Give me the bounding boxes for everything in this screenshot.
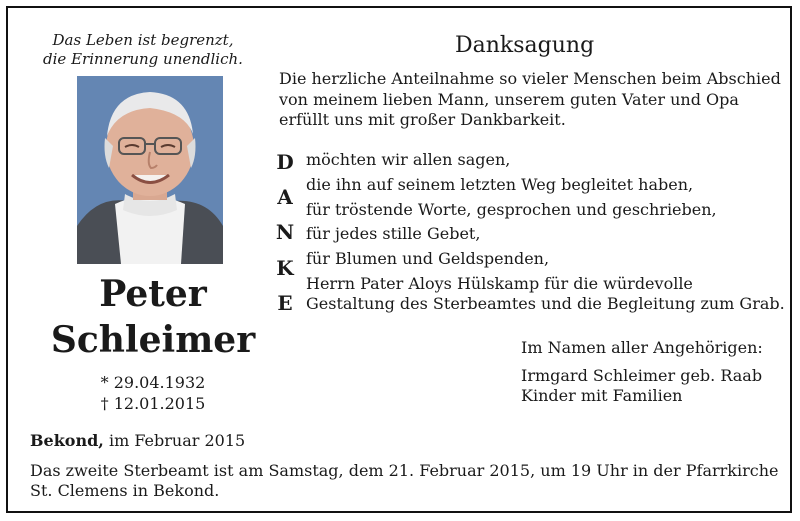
- portrait-illustration: [77, 76, 223, 264]
- signature-line-2: Kinder mit Familien: [521, 386, 683, 405]
- danke-letter-n: N: [275, 220, 295, 244]
- danke-line-3: für tröstende Worte, gesprochen und geschrieben,: [306, 200, 717, 219]
- danke-line-6: Herrn Pater Aloys Hülskamp für die würdevolle: [306, 274, 693, 293]
- intro-line-1: Die herzliche Anteilnahme so vieler Menschen beim Abschied: [279, 69, 781, 88]
- deceased-first-name: Peter: [99, 273, 207, 315]
- heading: Danksagung: [455, 33, 595, 58]
- date-text: im Februar 2015: [108, 431, 246, 450]
- danke-line-2: die ihn auf seinem letzten Weg begleitet haben,: [306, 175, 694, 194]
- danke-letter-k: K: [276, 256, 294, 280]
- motto-line-2: die Erinnerung unendlich.: [43, 50, 243, 68]
- danke-letter-d: D: [276, 150, 294, 174]
- intro-line-3: erfüllt uns mit großer Dankbarkeit.: [279, 110, 566, 129]
- danke-line-1: möchten wir allen sagen,: [306, 150, 511, 169]
- notice-line-2: St. Clemens in Bekond.: [30, 481, 220, 500]
- place: Bekond,: [30, 431, 104, 450]
- signature-line-1: Irmgard Schleimer geb. Raab: [521, 366, 763, 385]
- portrait-photo: [77, 76, 223, 264]
- signature-intro: Im Namen aller Angehörigen:: [521, 338, 763, 357]
- danke-letter-e: E: [277, 291, 293, 315]
- danke-line-5: für Blumen und Geldspenden,: [306, 249, 550, 268]
- danke-line-4: für jedes stille Gebet,: [306, 224, 481, 243]
- deceased-last-name: Schleimer: [50, 319, 256, 361]
- motto-line-1: Das Leben ist begrenzt,: [52, 31, 234, 49]
- death-date: † 12.01.2015: [100, 394, 206, 413]
- danke-letter-a: A: [277, 185, 293, 209]
- danke-line-7: Gestaltung des Sterbeamtes und die Begleitung zum Grab.: [306, 294, 785, 313]
- intro-line-2: von meinem lieben Mann, unserem guten Vater und Opa: [279, 90, 739, 109]
- birth-date: * 29.04.1932: [100, 373, 206, 392]
- place-date: [30, 431, 245, 450]
- notice-line-1: Das zweite Sterbeamt ist am Samstag, dem 21. Februar 2015, um 19 Uhr in der Pfarrkirche: [30, 461, 779, 480]
